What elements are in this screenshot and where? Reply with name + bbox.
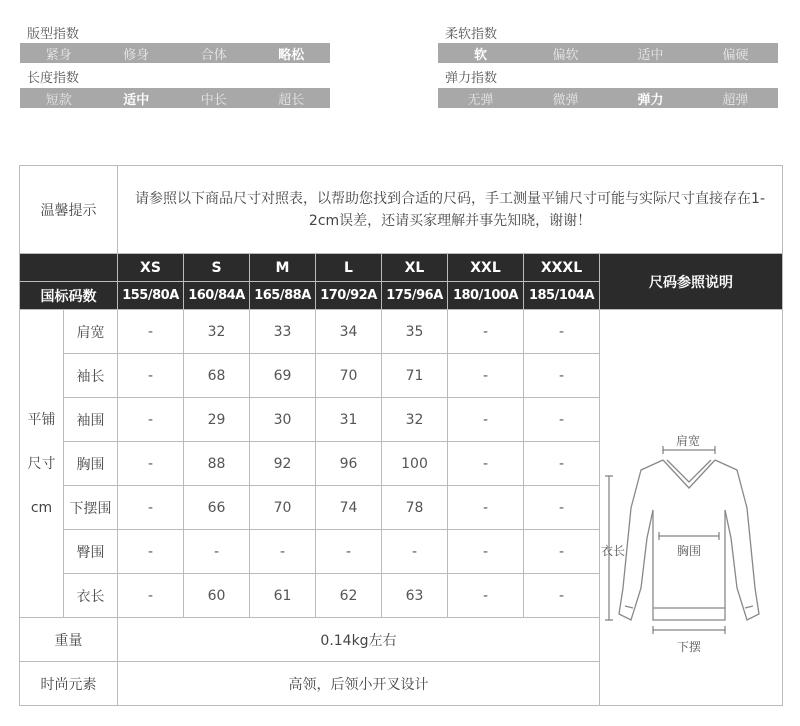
measure-value: 62 xyxy=(316,574,382,618)
measure-label: 袖围 xyxy=(64,398,118,442)
measure-value: 66 xyxy=(184,486,250,530)
diagram-chest-label: 胸围 xyxy=(677,543,702,558)
length-option: 适中 xyxy=(123,92,150,108)
diagram-length-label: 衣长 xyxy=(601,543,626,558)
weight-value: 0.14kg左右 xyxy=(118,618,600,662)
softness-index-bar xyxy=(438,43,778,63)
size-header-cell: M xyxy=(250,254,316,282)
softness-option: 软 xyxy=(473,47,487,63)
fit-option: 修身 xyxy=(123,47,150,63)
diagram-shoulder-label: 肩宽 xyxy=(676,433,701,448)
measure-value: 32 xyxy=(184,310,250,354)
standard-size-cell: 180/100A xyxy=(448,282,524,310)
measure-value: 74 xyxy=(316,486,382,530)
weight-label: 重量 xyxy=(20,618,118,662)
measure-value: - xyxy=(118,486,184,530)
measure-label: 袖长 xyxy=(64,354,118,398)
measure-label: 肩宽 xyxy=(64,310,118,354)
softness-index-title: 柔软指数 xyxy=(445,27,498,42)
size-header-cell: XXL xyxy=(448,254,524,282)
measure-group-text: 平铺 xyxy=(27,411,56,428)
measure-group-label xyxy=(20,310,64,618)
measure-value: - xyxy=(118,310,184,354)
standard-size-cell: 165/88A xyxy=(250,282,316,310)
style-value: 高领，后领小开叉设计 xyxy=(118,662,600,706)
measure-value: 34 xyxy=(316,310,382,354)
size-header-cell: XXXL xyxy=(524,254,600,282)
standard-size-cell: 175/96A xyxy=(382,282,448,310)
size-header-blank xyxy=(20,254,118,282)
measure-value: 88 xyxy=(184,442,250,486)
measure-value: - xyxy=(250,530,316,574)
measure-group-text: cm xyxy=(30,499,53,516)
standard-size-cell: 160/84A xyxy=(184,282,250,310)
standard-size-cell: 155/80A xyxy=(118,282,184,310)
fit-option: 合体 xyxy=(200,47,227,63)
measure-value: - xyxy=(118,442,184,486)
measure-value: - xyxy=(448,310,524,354)
elasticity-option: 无弹 xyxy=(467,92,494,108)
measure-value: - xyxy=(448,530,524,574)
measure-value: - xyxy=(448,398,524,442)
size-header-cell: XS xyxy=(118,254,184,282)
measure-value: - xyxy=(118,398,184,442)
elasticity-option: 弹力 xyxy=(637,92,664,108)
tip-label: 温馨提示 xyxy=(20,166,118,254)
measure-value: - xyxy=(448,574,524,618)
style-label: 时尚元素 xyxy=(20,662,118,706)
measure-value: - xyxy=(316,530,382,574)
softness-option: 适中 xyxy=(637,47,664,63)
measure-value: 63 xyxy=(382,574,448,618)
fit-option: 略松 xyxy=(278,47,305,63)
elasticity-option: 超弹 xyxy=(722,92,749,108)
standard-label: 国标码数 xyxy=(20,282,118,310)
measure-value: 69 xyxy=(250,354,316,398)
softness-option: 偏硬 xyxy=(722,47,749,63)
measure-value: 78 xyxy=(382,486,448,530)
size-chart-table xyxy=(19,165,783,706)
measure-value: - xyxy=(184,530,250,574)
size-header-cell: S xyxy=(184,254,250,282)
measure-value: 92 xyxy=(250,442,316,486)
measure-value: 33 xyxy=(250,310,316,354)
tip-text: 请参照以下商品尺寸对照表，以帮助您找到合适的尺码，手工测量平铺尺寸可能与实际尺寸直接存在1-2cm误差，还请买家理解并事先知晓，谢谢！ xyxy=(118,166,783,254)
sweater-diagram xyxy=(601,358,781,658)
measure-value: 29 xyxy=(184,398,250,442)
measure-value: - xyxy=(524,398,600,442)
standard-size-cell: 185/104A xyxy=(524,282,600,310)
measure-value: - xyxy=(382,530,448,574)
measure-value: - xyxy=(524,574,600,618)
measure-label: 臀围 xyxy=(64,530,118,574)
measure-group-text: 尺寸 xyxy=(27,455,56,472)
measure-value: - xyxy=(524,310,600,354)
measure-value: 70 xyxy=(250,486,316,530)
measure-value: - xyxy=(448,442,524,486)
measure-value: 100 xyxy=(382,442,448,486)
size-header-cell: XL xyxy=(382,254,448,282)
measure-value: 60 xyxy=(184,574,250,618)
standard-size-cell: 170/92A xyxy=(316,282,382,310)
measure-value: 96 xyxy=(316,442,382,486)
elasticity-option: 微弹 xyxy=(552,92,579,108)
garment-diagram-cell xyxy=(600,310,783,706)
measure-value: 35 xyxy=(382,310,448,354)
elasticity-index-bar xyxy=(438,88,778,108)
measure-value: - xyxy=(118,530,184,574)
measure-value: - xyxy=(118,574,184,618)
length-option: 超长 xyxy=(278,92,305,108)
length-option: 中长 xyxy=(200,92,227,108)
softness-option: 偏软 xyxy=(552,47,579,63)
measure-label: 胸围 xyxy=(64,442,118,486)
fit-index-bar xyxy=(20,43,330,63)
measure-value: 68 xyxy=(184,354,250,398)
measure-value: 61 xyxy=(250,574,316,618)
length-index-bar xyxy=(20,88,330,108)
size-header-cell: L xyxy=(316,254,382,282)
measure-label: 衣长 xyxy=(64,574,118,618)
measure-value: 71 xyxy=(382,354,448,398)
fit-index-title: 版型指数 xyxy=(27,27,80,42)
size-guide-header: 尺码参照说明 xyxy=(600,254,783,310)
diagram-hem-label: 下摆 xyxy=(677,639,702,654)
measure-value: - xyxy=(524,442,600,486)
measure-value: 30 xyxy=(250,398,316,442)
measure-value: 70 xyxy=(316,354,382,398)
measure-label: 下摆围 xyxy=(64,486,118,530)
length-index-title: 长度指数 xyxy=(27,71,80,86)
measure-value: 32 xyxy=(382,398,448,442)
measure-value: 31 xyxy=(316,398,382,442)
measure-value: - xyxy=(118,354,184,398)
measure-value: - xyxy=(524,354,600,398)
sweater-outline-icon xyxy=(601,358,781,658)
length-option: 短款 xyxy=(45,92,72,108)
fit-option: 紧身 xyxy=(45,47,72,63)
elasticity-index-title: 弹力指数 xyxy=(445,71,498,86)
measure-value: - xyxy=(524,530,600,574)
measure-value: - xyxy=(448,486,524,530)
measure-value: - xyxy=(448,354,524,398)
measure-value: - xyxy=(524,486,600,530)
